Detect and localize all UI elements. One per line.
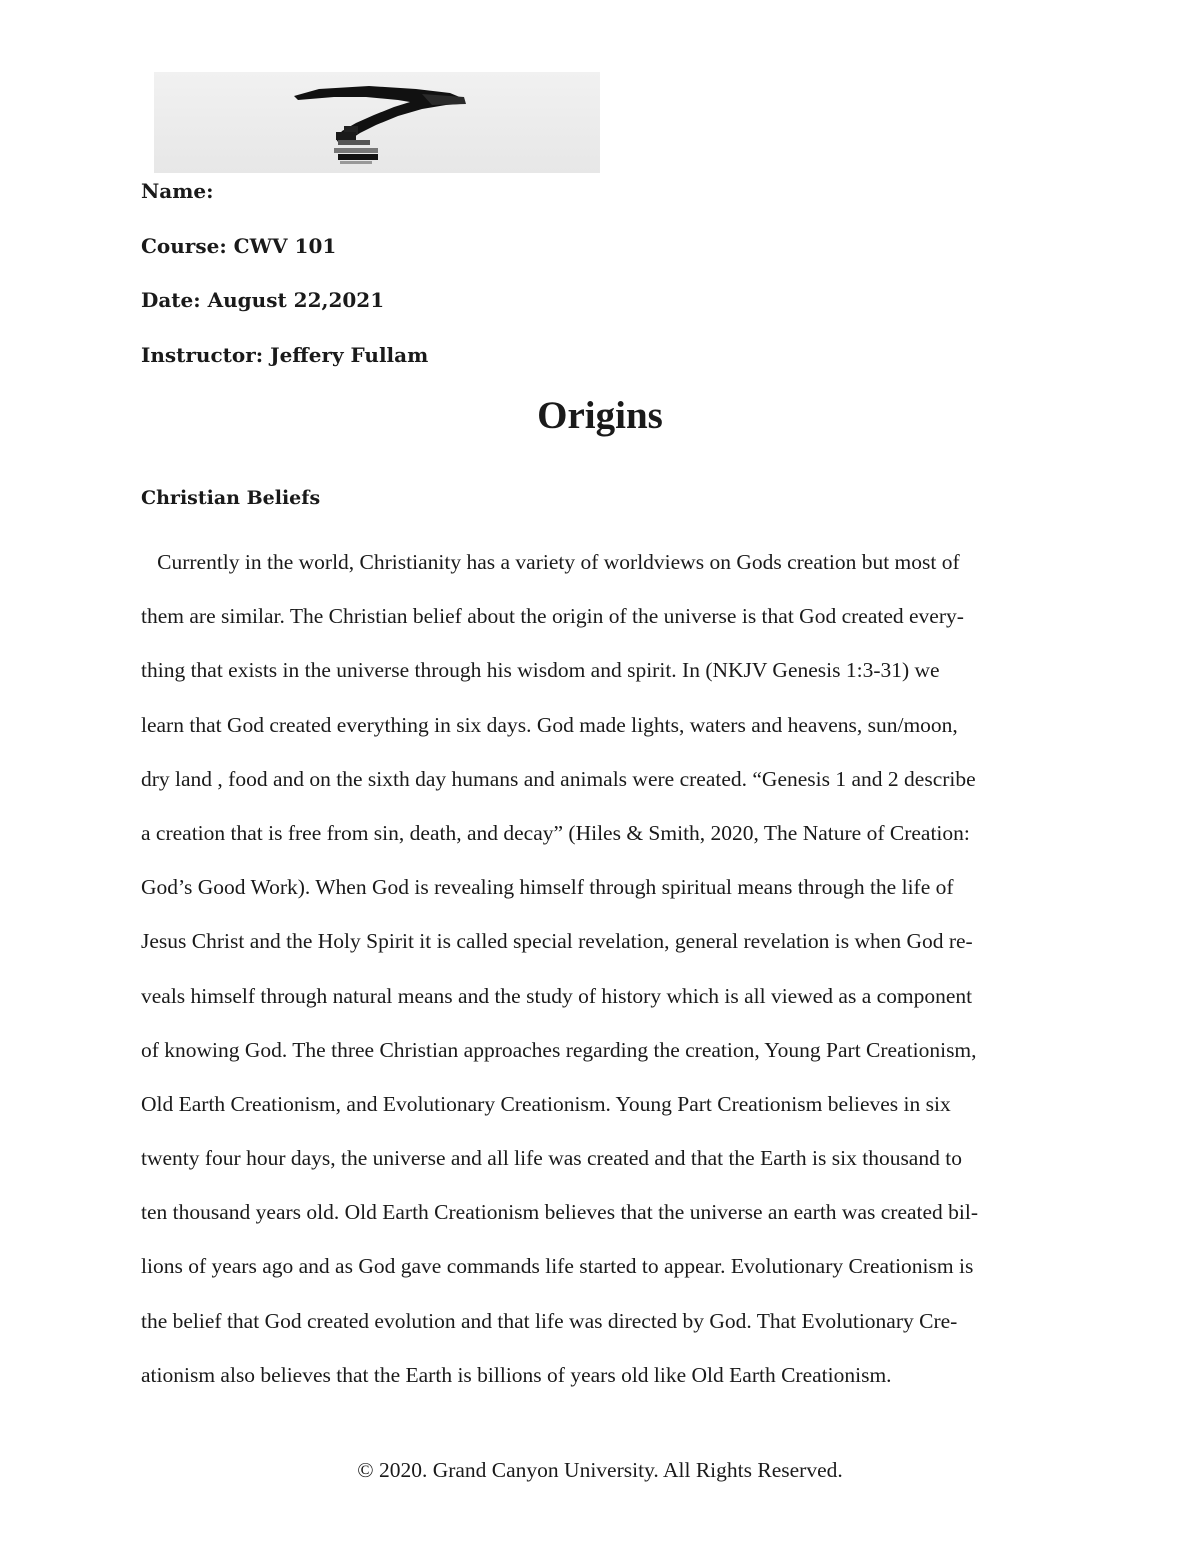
paragraph-line: veals himself through natural means and the study of history which is all viewed as a component xyxy=(141,983,973,1008)
date-field: Date: August 22,2021 xyxy=(141,288,385,312)
paragraph-line: Currently in the world, Christianity has a variety of worldviews on Gods creation but most of xyxy=(141,550,960,574)
section-heading: Christian Beliefs xyxy=(141,487,321,509)
body-paragraph xyxy=(141,535,1061,1402)
paragraph-line: ationism also believes that the Earth is billions of years old like Old Earth Creationism. xyxy=(141,1362,892,1387)
paragraph-line: God’s Good Work). When God is revealing himself through spiritual means through the life of xyxy=(141,875,954,900)
paragraph-line: a creation that is free from sin, death, and decay” (Hiles & Smith, 2020, The Nature of Creation: xyxy=(141,820,970,845)
logo-image xyxy=(154,72,600,173)
paragraph-line: lions of years ago and as God gave commands life started to appear. Evolutionary Creationism is xyxy=(141,1254,974,1279)
paragraph-line: of knowing God. The three Christian approaches regarding the creation, Young Part Creationism, xyxy=(141,1037,977,1062)
paragraph-line: twenty four hour days, the universe and all life was created and that the Earth is six thousand to xyxy=(141,1146,962,1171)
question-mark-icon xyxy=(154,72,600,173)
document-title: Origins xyxy=(537,394,663,437)
paragraph-line: Jesus Christ and the Holy Spirit it is called special revelation, general revelation is when God re- xyxy=(141,929,973,954)
header-block xyxy=(141,178,428,396)
copyright-footer: © 2020. Grand Canyon University. All Rights Reserved. xyxy=(357,1458,843,1482)
paragraph-line: learn that God created everything in six days. God made lights, waters and heavens, sun/moon, xyxy=(141,712,958,737)
course-field: Course: CWV 101 xyxy=(141,233,337,258)
paragraph-line: them are similar. The Christian belief about the origin of the universe is that God created every- xyxy=(141,604,964,629)
paragraph-line: Old Earth Creationism, and Evolutionary Creationism. Young Part Creationism believes in six xyxy=(141,1091,951,1116)
name-field: Name: xyxy=(141,179,214,203)
paragraph-line: the belief that God created evolution and that life was directed by God. That Evolutionary Cre- xyxy=(141,1308,958,1333)
paragraph-line: ten thousand years old. Old Earth Creationism believes that the universe an earth was created bil- xyxy=(141,1200,979,1225)
paragraph-line: thing that exists in the universe through his wisdom and spirit. In (NKJV Genesis 1:3-31) we xyxy=(141,658,940,683)
instructor-field: Instructor: Jeffery Fullam xyxy=(141,342,429,367)
paragraph-line: dry land , food and on the sixth day humans and animals were created. “Genesis 1 and 2 describe xyxy=(141,766,976,791)
